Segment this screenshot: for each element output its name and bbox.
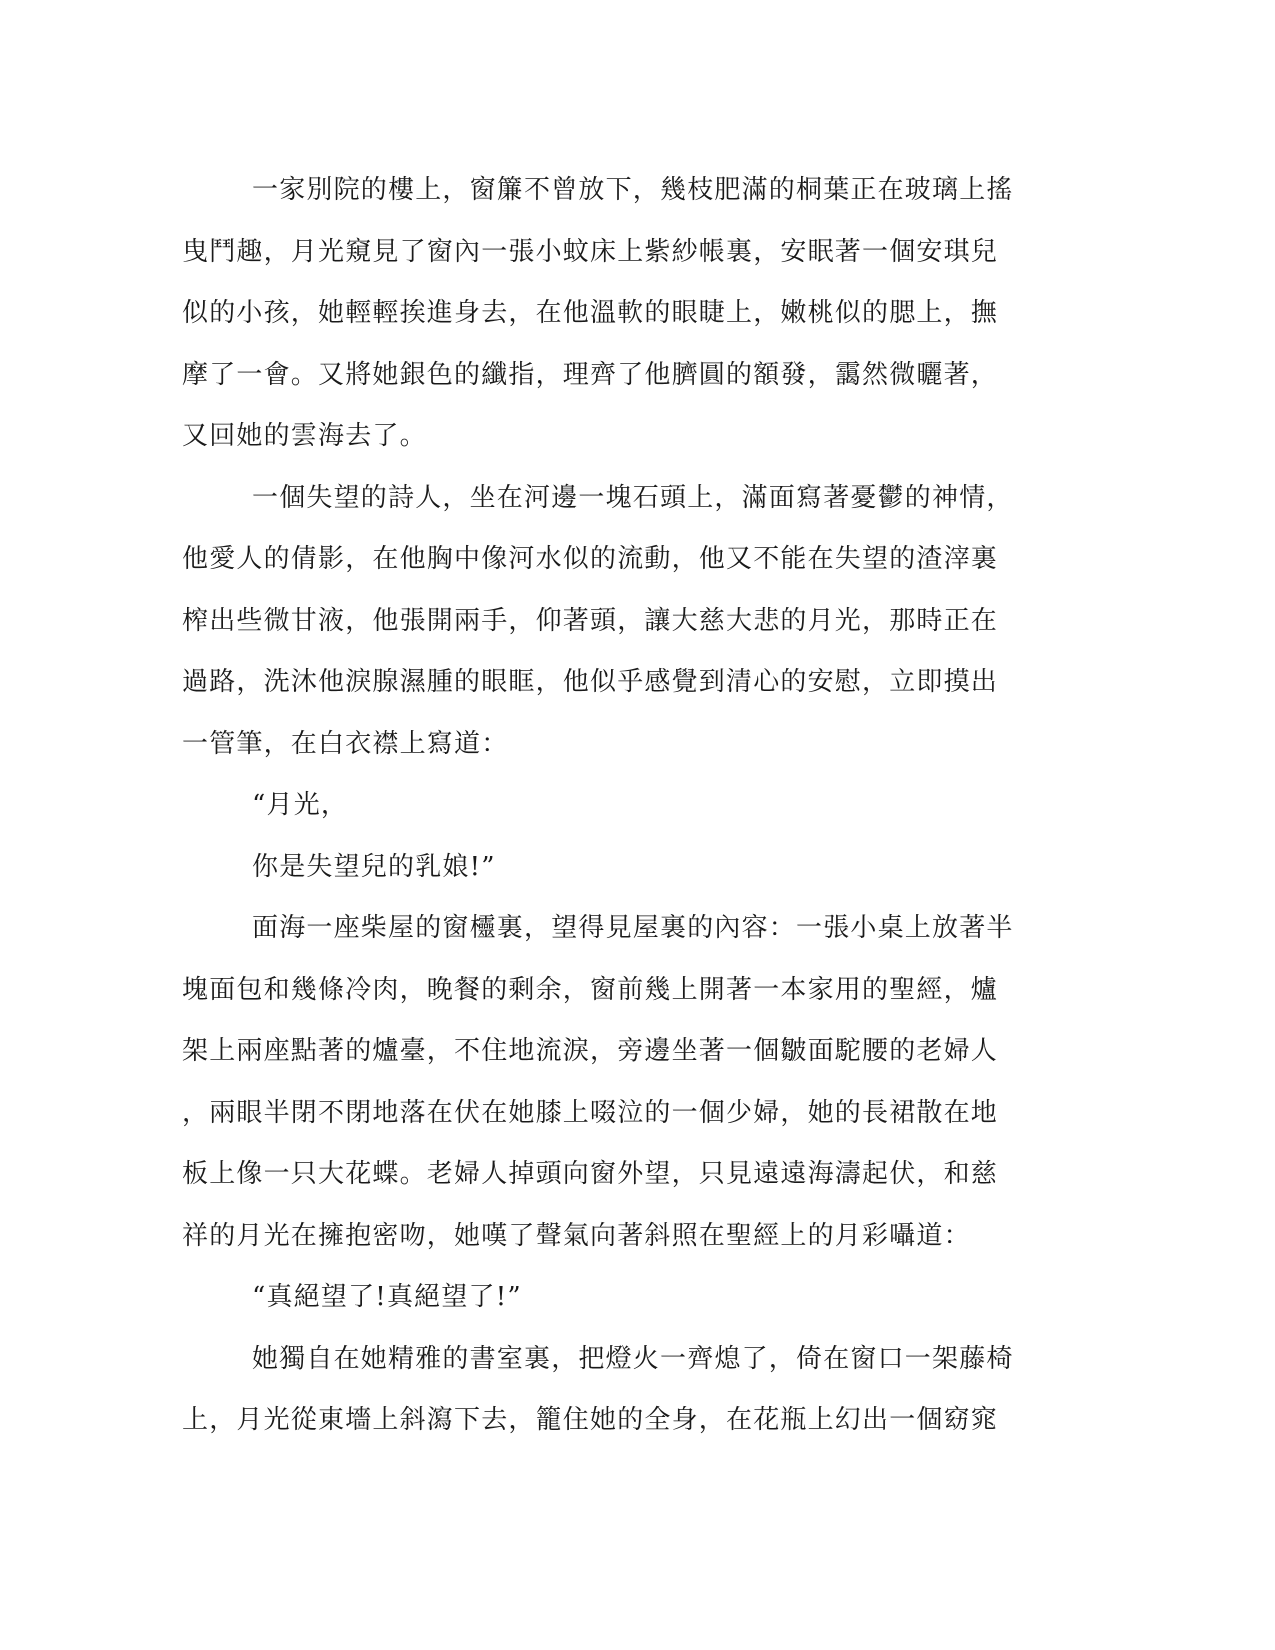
text-line: 又回她的雲海去了。: [182, 421, 427, 451]
text-line: 他愛人的倩影，在他胸中像河水似的流動，他又不能在失望的渣滓裏: [182, 544, 999, 574]
text-line: 架上兩座點著的爐臺，不住地流淚，旁邊坐著一個皺面駝腰的老婦人: [182, 1036, 999, 1066]
text-line: 摩了一會。又將她銀色的纖指，理齊了他臍圓的額發，靄然微曬著，: [182, 359, 999, 390]
text-line: “真絕望了!真絕望了!”: [252, 1282, 522, 1312]
text-line: 一管筆，在白衣襟上寫道：: [182, 728, 509, 759]
text-line: 塊面包和幾條冷肉，晚餐的剩余，窗前幾上開著一本家用的聖經，爐: [182, 974, 999, 1005]
text-line: 板上像一只大花蝶。老婦人掉頭向窗外望，只見遠遠海濤起伏，和慈: [182, 1159, 999, 1189]
text-line: 面海一座柴屋的窗欞裏，望得見屋裏的內容：一張小桌上放著半: [252, 913, 1014, 943]
text-line: 一個失望的詩人，坐在河邊一塊石頭上，滿面寫著憂鬱的神情，: [252, 482, 1014, 513]
text-line: 過路，洗沐他淚腺濕腫的眼眶，他似乎感覺到清心的安慰，立即摸出: [182, 667, 999, 697]
text-line: 祥的月光在擁抱密吻，她嘆了聲氣向著斜照在聖經上的月彩囁道：: [182, 1220, 971, 1251]
body-text: [182, 160, 1062, 1452]
text-line: “月光，: [252, 790, 349, 820]
text-line: 你是失望兒的乳娘!”: [252, 851, 496, 882]
text-line: 榨出些微甘液，他張開兩手，仰著頭，讓大慈大悲的月光，那時正在: [182, 605, 999, 636]
text-line: 似的小孩，她輕輕挨進身去，在他溫軟的眼睫上，嫩桃似的腮上，撫: [182, 298, 999, 328]
text-line: 曳鬥趣，月光窺見了窗內一張小蚊床上紫紗帳裏，安眠著一個安琪兒: [182, 236, 999, 267]
text-line: 一家別院的樓上，窗簾不曾放下，幾枝肥滿的桐葉正在玻璃上搖: [252, 175, 1014, 205]
text-line: 她獨自在她精雅的書室裏，把燈火一齊熄了，倚在窗口一架藤椅: [252, 1343, 1014, 1374]
text-line: 上，月光從東墻上斜瀉下去，籠住她的全身，在花瓶上幻出一個窈窕: [182, 1405, 999, 1435]
text-line: ，兩眼半閉不閉地落在伏在她膝上啜泣的一個少婦，她的長裙散在地: [182, 1097, 999, 1128]
